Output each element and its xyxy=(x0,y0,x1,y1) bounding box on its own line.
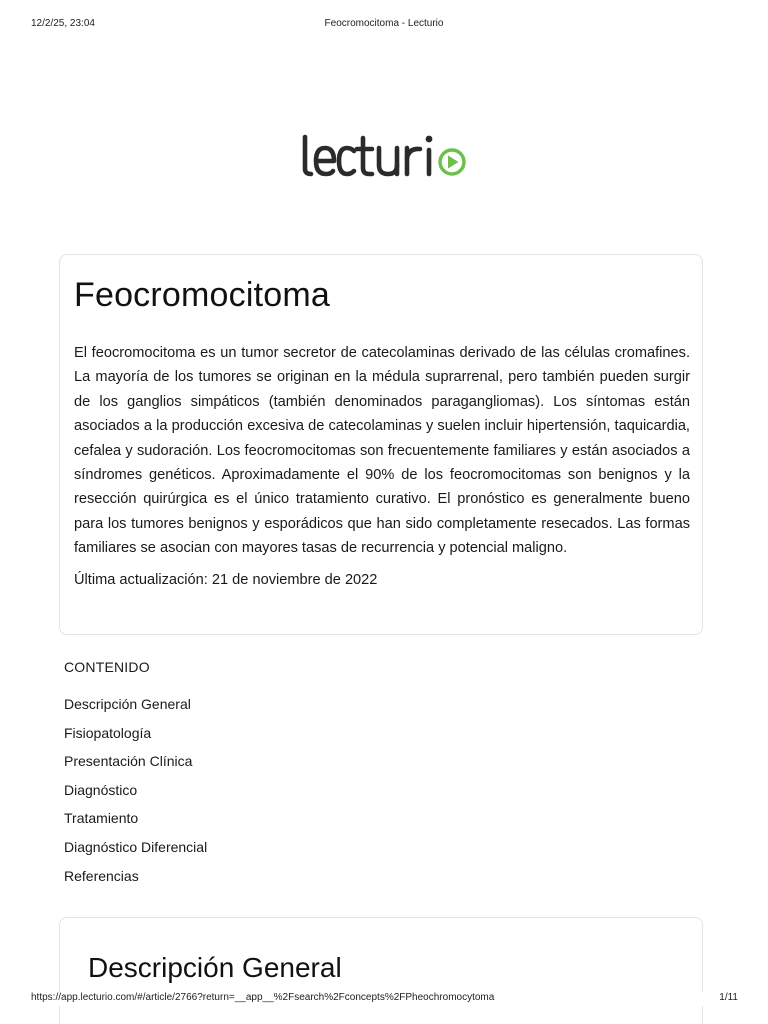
toc-item-tratamiento[interactable]: Tratamiento xyxy=(64,810,139,827)
article-title: Feocromocitoma xyxy=(74,276,330,314)
section-card-overview xyxy=(59,917,703,1024)
summary-card xyxy=(59,254,703,635)
print-header xyxy=(0,18,768,32)
toc-heading: CONTENIDO xyxy=(64,659,150,675)
table-of-contents xyxy=(64,659,464,895)
article-summary: El feocromocitoma es un tumor secretor de catecolaminas derivado de las células cromafines. La mayoría de los tumores se originan en la médula suprarrenal, pero también pueden surgir de los ganglios simpáticos (también denominados paragangliomas). Los síntomas están asociados a la producción excesiva de catecolaminas y suelen incluir hipertensión, taquicardia, cefalea y sudoración. Los feocromocitomas son frecuentemente familiares y están asociados a síndromes genéticos. Aproximadamente el 90% de los feocromocitomas son benignos y la resección quirúrgica es el único tratamiento curativo. El pronóstico es generalmente bueno para los tumores benignos y esporádicos que han sido completamente resecados. Las formas familiares se asocian con mayores tasas de recurrencia y potencial maligno. xyxy=(74,345,690,557)
toc-item-fisiopatologia[interactable]: Fisiopatología xyxy=(64,724,152,741)
toc-item-diagnostico-diferencial[interactable]: Diagnóstico Diferencial xyxy=(64,838,208,855)
print-datetime: 12/2/25, 23:04 xyxy=(31,18,95,29)
print-page-title: Feocromocitoma - Lecturio xyxy=(324,18,444,29)
print-footer xyxy=(0,992,768,1006)
toc-list xyxy=(64,695,464,895)
toc-item-descripcion-general[interactable]: Descripción General xyxy=(64,696,191,712)
lecturio-logo-icon xyxy=(296,128,492,188)
toc-item-presentacion-clinica[interactable]: Presentación Clínica xyxy=(64,753,193,770)
print-url: https://app.lecturio.com/#/article/2766?return=__app__%2Fsearch%2Fconcepts%2FPheochromocytoma xyxy=(31,992,495,1003)
toc-item-diagnostico[interactable]: Diagnóstico xyxy=(64,781,138,798)
section-title: Descripción General xyxy=(88,952,342,983)
page-number: 1/11 xyxy=(719,992,738,1003)
toc-item-referencias[interactable]: Referencias xyxy=(64,867,139,884)
lecturio-logo xyxy=(296,128,492,188)
last-updated-text: Última actualización: 21 de noviembre de 2022 xyxy=(74,571,378,588)
